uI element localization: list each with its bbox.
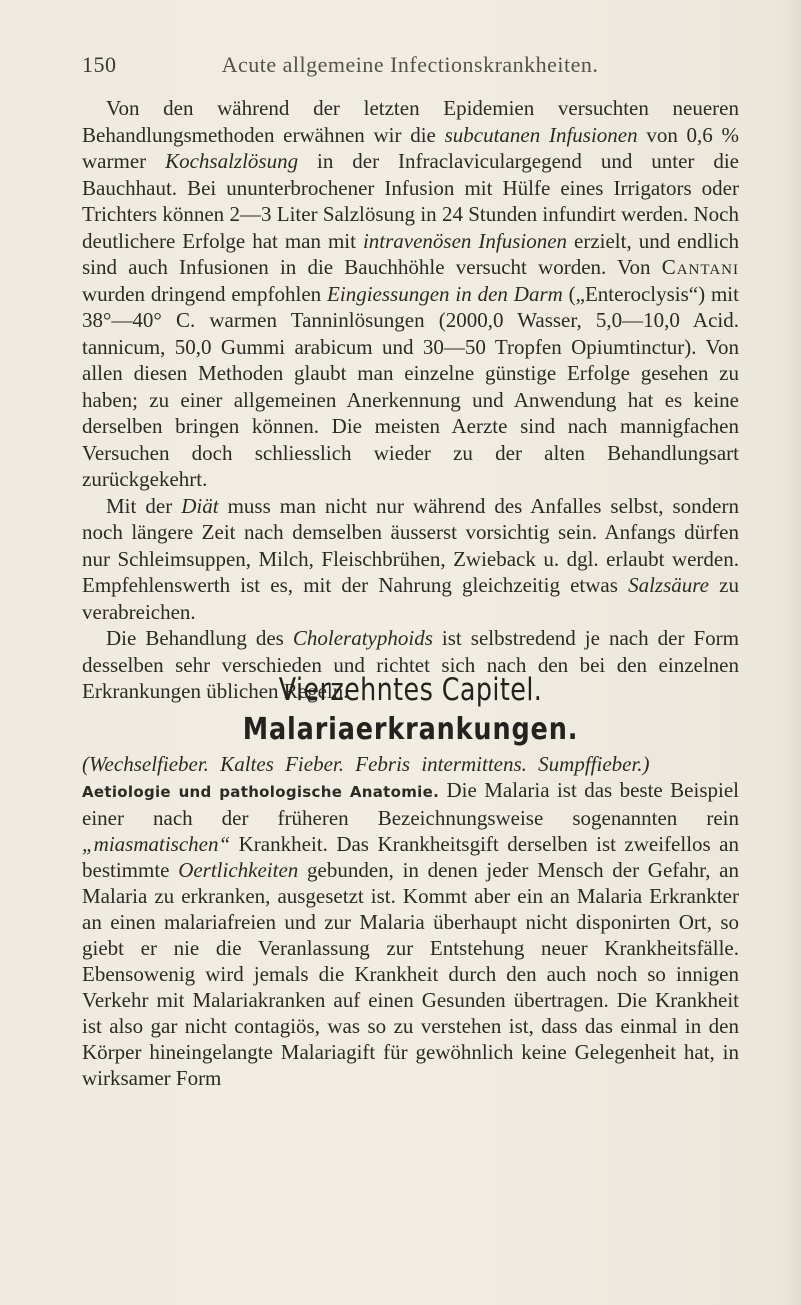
text-run: wurden dringend empfohlen — [82, 281, 328, 306]
text-run: Die Malaria ist das beste Beispiel einer nach der früheren Bezeichnungsweise sogenannten rein — [82, 778, 739, 830]
text-run: in der Infraclaviculargegend und unter die Bauchhaut. Bei ununterbrochener Infusion mit Hülfe eines Irrigators oder Trichters können 2—3 Liter Salzlösung in 24 Stunden infundirt werden. Noch deutlichere Erfolge hat man mit — [82, 149, 739, 253]
emphasis: Choleratyphoids — [292, 626, 433, 650]
emphasis: Diät — [181, 493, 219, 518]
author-name: Cantani — [661, 255, 739, 279]
body-text — [82, 95, 739, 705]
text-run: muss man nicht nur während des Anfalles selbst, sondern noch längere Zeit nach demselben äusserst vorsichtig sein. Anfangs dürfen nur Schleimsuppen, Milch, Fleischbrühen, Zwieback u. dgl. erlaubt werden. Empfehlenswerth ist es, mit der Nahrung gleichzeitig etwas — [82, 493, 739, 597]
text-run: („Enteroclysis“) mit 38°—40° C. warmen Tanninlösungen (2000,0 Wasser, 5,0—10,0 Acid. tannicum, 50,0 Gummi arabicum und 30—50 Tropfen Opiumtinctur). Von allen diesen Methoden glaubt man einzelne günstige Erfolge gesehen zu haben; zu einer allgemeinen Anerkennung und Anwendung hat es keine derselben bringen können. Die meisten Aerzte sind nach mannigfachen Versuchen doch schliesslich wieder zu der alten Behandlungsart zurückgekehrt. — [82, 281, 739, 491]
emphasis: Eingiessungen in den Darm — [327, 281, 563, 306]
emphasis: subcutanen Infusionen — [444, 122, 638, 147]
chapter-subtitle: Malariaerkrankungen. — [242, 712, 579, 747]
text-run: Von den während der letzten Epidemien versuchten neueren Behandlungsmethoden erwähnen wir die — [82, 96, 739, 147]
text-run: gebunden, in denen jeder Mensch der Gefahr, an Malaria zu erkranken, ausgesetzt ist. Kommt aber ein an Malaria Erkrankter an einen malariafreien und zur Malaria überhaupt nicht disponirten Ort, so giebt er nie die Veranlassung zur Entstehung neuer Krankheitsfälle. Ebensowenig wird jemals die Krankheit durch den auch noch so innigen Verkehr mit Malariakranken auf einen Gesunden übertragen. Die Krankheit ist also gar nicht contagiös, was so zu verstehen ist, dass das einmal in den Körper hineingelangte Malariagift für gewöhnlich keine Gelegenheit hat, in wirksamer Form — [82, 858, 739, 1090]
text-run: von 0,6 % warmer — [82, 122, 739, 173]
chapter-title: Vierzehntes Capitel. — [278, 672, 543, 708]
section-heading: Aetiologie und pathologische Anatomie. — [82, 783, 440, 801]
paragraph-aetiology — [82, 777, 739, 1091]
page-number: 150 — [82, 52, 117, 77]
text-run: ist selbstredend je nach der Form desselben sehr verschieden und richtet sich nach den bei den einzelnen Erkrankungen üblichen Regeln. — [82, 626, 739, 703]
text-run: erzielt, und endlich sind auch Infusionen in die Bauchhöhle versucht worden. Von — [82, 228, 739, 279]
emphasis: „miasmatischen“ — [82, 832, 231, 856]
chapter-synonyms: (Wechselfieber. Kaltes Fieber. Febris intermittens. Sumpffieber.) — [82, 752, 650, 776]
emphasis: Salzsäure — [628, 573, 709, 597]
page-edge-shadow — [783, 0, 801, 1305]
page-header — [80, 52, 740, 82]
section-aetiology — [82, 777, 739, 1091]
paragraph-treatment-methods — [82, 95, 739, 493]
paragraph-diet — [82, 493, 739, 626]
text-run: Mit der — [106, 493, 182, 518]
running-head: Acute allgemeine Infectionskrankheiten. — [221, 52, 599, 77]
text-run: Die Behandlung des — [106, 626, 293, 650]
emphasis: Kochsalzlösung — [165, 149, 299, 173]
text-run: zu verabreichen. — [82, 573, 739, 624]
emphasis: Oertlichkeiten — [178, 858, 299, 882]
text-run: Krankheit. Das Krankheitsgift derselben ist zweifellos an bestimmte — [82, 832, 739, 882]
emphasis: intravenösen Infusionen — [362, 228, 568, 253]
